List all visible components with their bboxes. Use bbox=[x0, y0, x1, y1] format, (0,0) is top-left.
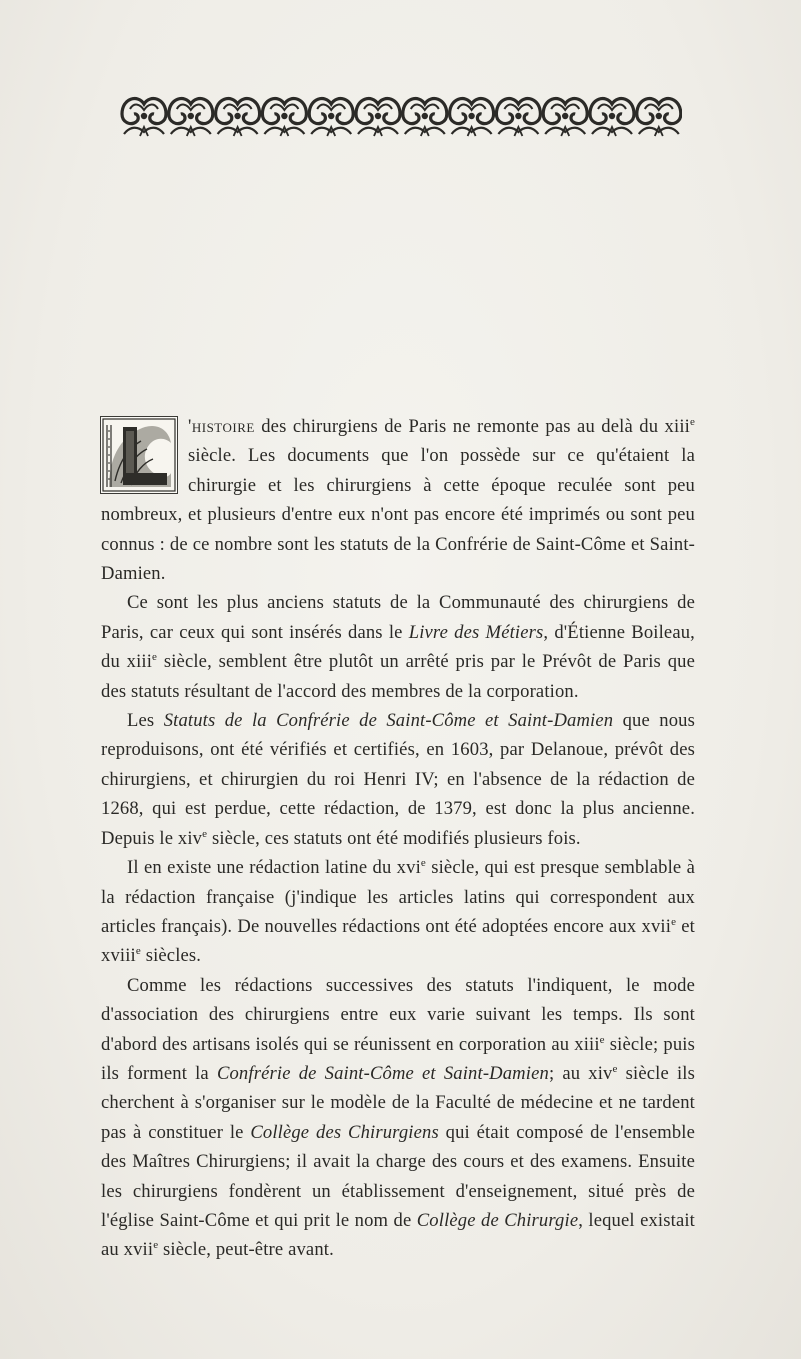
italic-title: Collège de Chirurgie bbox=[416, 1209, 579, 1231]
text-run: siècle. Les documents que l'on possède sur ce qu'étaient la chirurgie et les chirurgiens à cette époque reculée sont peu nombreux, et plusieurs d'entre eux n'ont pas encore été imprimés ou sont peu connus : de ce nombre sont les statuts de la Confrérie de Saint-Côme et Saint-Damien. bbox=[101, 445, 695, 585]
paragraph bbox=[101, 971, 695, 1265]
italic-title: Confrérie de Saint-Côme et Saint-Damien bbox=[216, 1062, 549, 1084]
ornament-unit bbox=[543, 99, 587, 136]
dropcap-initial bbox=[100, 416, 178, 494]
text-run: et xviii bbox=[101, 915, 695, 967]
superscript-ordinal: e bbox=[599, 1033, 605, 1046]
superscript-ordinal: e bbox=[152, 651, 158, 664]
ornament-band bbox=[120, 92, 682, 138]
text-run: siècle ils cherchent à s'organiser sur le modèle de la Faculté de médecine et ne tardent pas à constituer le bbox=[101, 1062, 695, 1143]
superscript-ordinal: e bbox=[671, 915, 677, 928]
ornament-unit bbox=[590, 99, 634, 136]
text-run: Il en existe une rédaction latine du xvi bbox=[127, 857, 421, 879]
ornament-unit bbox=[450, 99, 494, 136]
text-run: siècle, semblent être plutôt un arrêté pris par le Prévôt de Paris que des statuts résultant de l'accord des membres de la corporation. bbox=[101, 651, 695, 702]
paragraph bbox=[101, 588, 695, 706]
text-run: Ce sont les plus anciens statuts de la Communauté des chirurgiens de Paris, car ceux qui sont insérés dans le bbox=[101, 592, 695, 643]
ornament-unit bbox=[122, 99, 166, 136]
paragraph bbox=[101, 853, 695, 971]
text-run: , lequel existait au xvii bbox=[101, 1209, 695, 1261]
text-run: siècle; puis ils forment la bbox=[101, 1033, 695, 1084]
paragraph bbox=[101, 412, 695, 588]
text-run: qui était composé de l'ensemble des Maîtres Chirurgiens; il avait la charge des cours et des examens. Ensuite les chirurgiens fondèrent un établissement d'enseignement, situé près de l'église Saint-Côme et qui prit le nom de bbox=[101, 1121, 696, 1231]
italic-title: Statuts de la Confrérie de Saint-Côme et Saint-Damien bbox=[163, 710, 614, 732]
ornament-unit bbox=[356, 99, 400, 136]
superscript-ordinal: e bbox=[612, 1062, 618, 1075]
ornament-unit bbox=[262, 99, 306, 136]
ornament-unit bbox=[216, 99, 260, 136]
text-run: siècle, qui est presque semblable à la rédaction française (j'indique les articles latins qui correspondent aux articles français). De nouvelles rédactions ont été adoptées encore aux xvii bbox=[101, 857, 695, 937]
text-run: ; au xiv bbox=[548, 1062, 613, 1084]
ornament-unit bbox=[169, 99, 213, 136]
text-run: siècles. bbox=[140, 945, 202, 967]
ornament-unit bbox=[637, 99, 681, 136]
ornament-unit bbox=[403, 99, 447, 136]
opening-word: 'histoire bbox=[188, 416, 255, 437]
ornament-unit bbox=[496, 99, 540, 136]
text-run: Comme les rédactions successives des statuts l'indiquent, le mode d'association des chirurgiens entre eux varie suivant les temps. Ils sont d'abord des artisans isolés qui se réunissent en corporation au xiii bbox=[101, 974, 695, 1055]
italic-title: Livre des Métiers bbox=[408, 621, 544, 643]
superscript-ordinal: e bbox=[689, 416, 695, 428]
text-run: , d'Étienne Boileau, du xiii bbox=[101, 621, 695, 673]
superscript-ordinal: e bbox=[202, 827, 208, 840]
text-run: Les bbox=[127, 710, 164, 732]
superscript-ordinal: e bbox=[135, 945, 141, 958]
paragraph bbox=[101, 706, 695, 853]
body-text bbox=[101, 412, 695, 1265]
text-run: que nous reproduisons, ont été vérifiés et certifiés, en 1603, par Delanoue, prévôt des chirurgiens, et chirurgien du roi Henri IV; en l'absence de la rédaction de 1268, qui est perdue, cette rédaction, de 1379, est donc la plus ancienne. Depuis le xiv bbox=[101, 710, 695, 849]
italic-title: Collège des Chirurgiens bbox=[250, 1121, 439, 1143]
ornament-unit bbox=[309, 99, 353, 136]
text-run: des chirurgiens de Paris ne remonte pas au delà du xiii bbox=[254, 416, 690, 437]
text-run: siècle, peut-être avant. bbox=[158, 1239, 334, 1261]
superscript-ordinal: e bbox=[420, 857, 426, 870]
superscript-ordinal: e bbox=[153, 1239, 159, 1252]
text-run: siècle, ces statuts ont été modifiés plusieurs fois. bbox=[207, 827, 581, 849]
